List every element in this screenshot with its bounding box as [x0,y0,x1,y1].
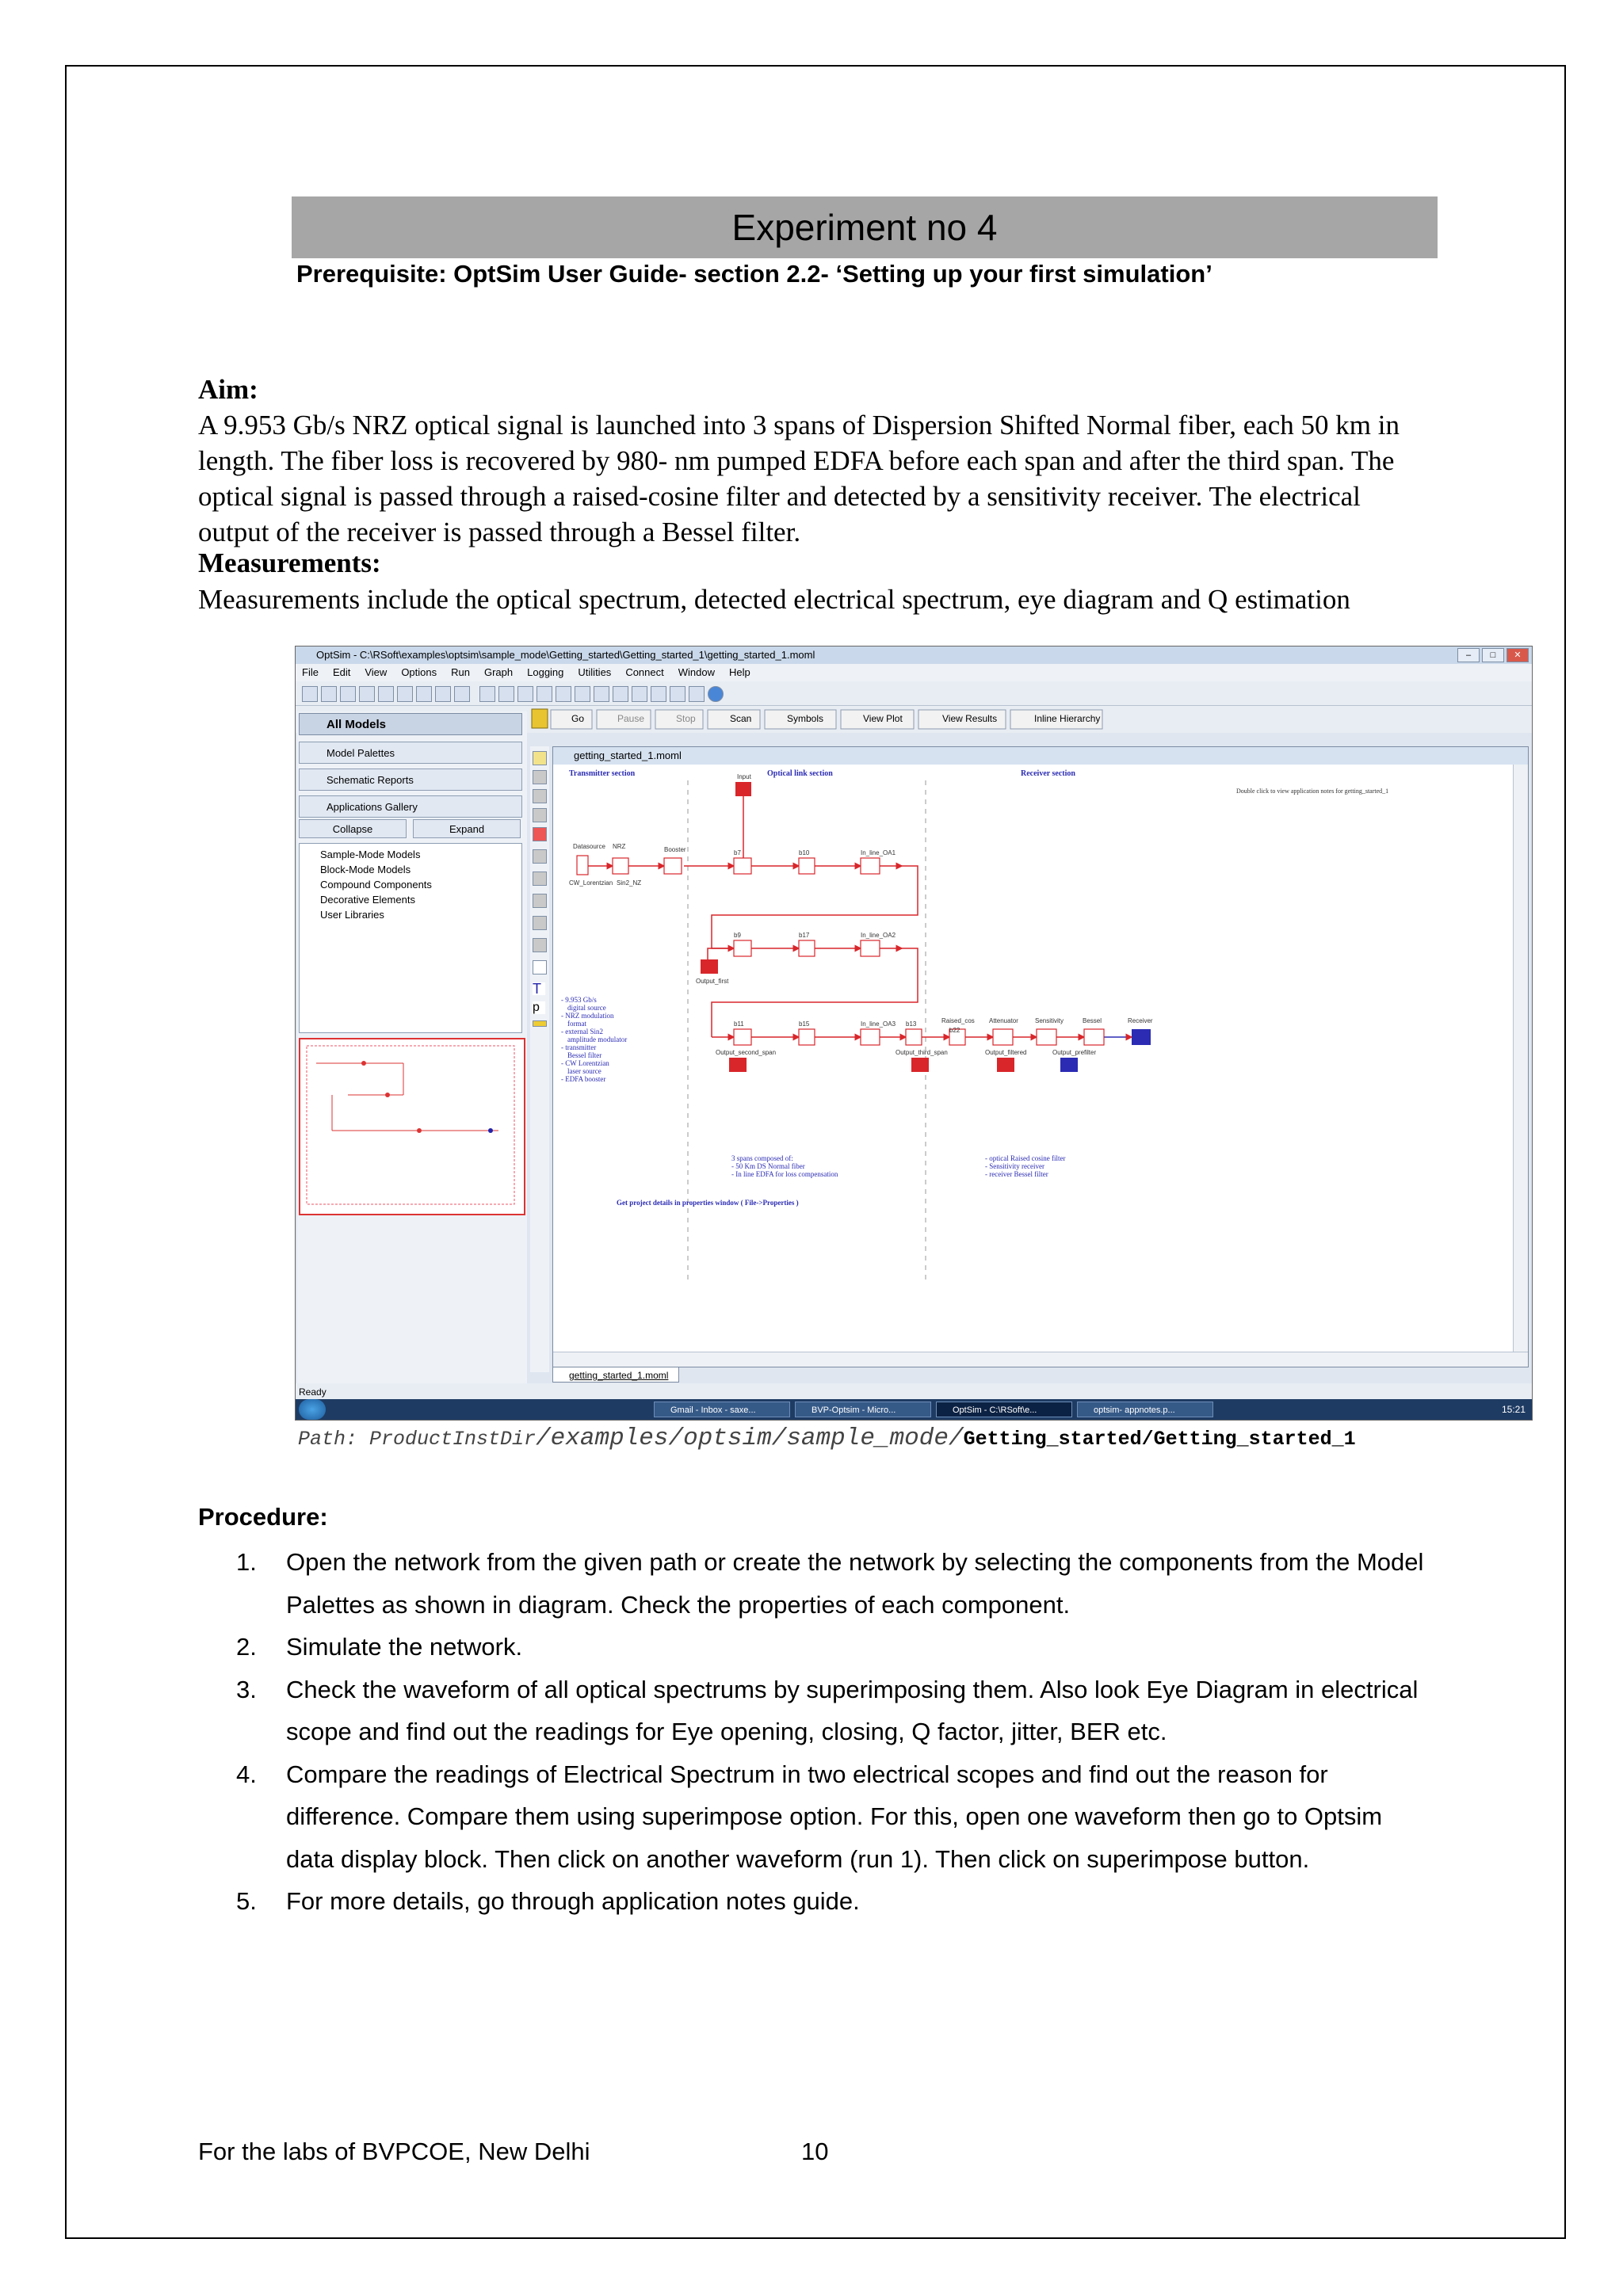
label-b17: b17 [799,932,810,939]
procedure-item [198,1753,1434,1881]
label-raised-cos: Raised_cos [941,1017,975,1024]
procedure-text: Simulate the network. [286,1633,523,1661]
grid-icon[interactable] [575,686,590,702]
port-tool-icon[interactable] [533,808,547,822]
arc-tool-icon[interactable] [533,938,547,952]
task-pdf[interactable]: optsim- appnotes.p... [1077,1402,1213,1417]
symbols-button[interactable]: Symbols [787,713,824,724]
text-tool-icon[interactable]: T [533,982,545,995]
redo-icon[interactable] [397,686,413,702]
label-bessel: Bessel [1083,1017,1102,1024]
menu-bar [296,664,1532,681]
minimize-icon[interactable]: – [1457,648,1480,662]
taskbar-clock: 15:21 [1501,1404,1526,1415]
select-tool-icon[interactable] [533,751,547,765]
chart-icon[interactable] [632,686,647,702]
tx-note-8: Bessel filter [567,1051,602,1059]
label-b9: b9 [734,932,741,939]
example-path [298,1425,1356,1452]
applications-gallery-button[interactable]: Applications Gallery [299,795,522,818]
tree-item-sample-mode[interactable]: Sample-Mode Models [320,849,421,860]
save-icon[interactable] [340,686,356,702]
menu-logging[interactable]: Logging [527,666,564,678]
zoom-out-icon[interactable] [517,686,533,702]
procedure-text: Check the waveform of all optical spectrums by superimposing them. Also look Eye Diagram in electrical scope and find out the readings for Eye opening, closing, Q factor, jitter, BER etc. [286,1675,1419,1745]
schematic-title: getting_started_1.moml [553,747,1528,765]
menu-connect[interactable]: Connect [625,666,664,678]
label-tool-icon[interactable] [533,1020,547,1027]
procedure-text: For more details, go through application notes guide. [286,1887,860,1915]
procedure-number: 4. [236,1760,257,1788]
procedure-item [198,1626,1434,1669]
view-plot-button[interactable]: View Plot [863,713,903,724]
menu-view[interactable]: View [365,666,388,678]
menu-file[interactable]: File [302,666,319,678]
task-optsim[interactable]: OptSim - C:\RSoft\e... [936,1402,1072,1417]
label-b11: b11 [734,1020,744,1028]
label-output-second: Output_second_span [716,1049,777,1056]
link-note-3: - In line EDFA for loss compensation [731,1170,838,1178]
image-tool-icon[interactable] [533,960,547,974]
tree-item-user-libraries[interactable]: User Libraries [320,909,384,921]
windows-taskbar [296,1399,1532,1420]
new-file-icon[interactable] [302,686,318,702]
help-icon[interactable] [708,686,724,702]
zoom-in-icon[interactable] [498,686,514,702]
optsim-screenshot [295,646,1533,1421]
rx-note-3: - receiver Bessel filter [985,1170,1048,1178]
view-results-button[interactable]: View Results [942,713,998,724]
label-inline-oa1: In_line_OA1 [861,849,896,856]
start-orb-icon[interactable] [299,1399,326,1420]
label-sin2: Sin2_NZ [617,879,642,887]
label-output-filtered: Output_filtered [985,1049,1027,1056]
label-b7: b7 [734,849,741,856]
vertical-scrollbar[interactable] [1513,765,1528,1352]
schematic-canvas[interactable] [553,765,1512,1351]
properties-icon[interactable] [594,686,609,702]
path-prefix: Path: ProductInstDir [298,1428,537,1451]
label-inline-oa2: In_line_OA2 [861,932,896,939]
ellipse-tool-icon[interactable] [533,894,547,908]
procedure-number: 1. [236,1548,257,1576]
procedure-text: Compare the readings of Electrical Spectrum in two electrical scopes and find out the reason for difference. Compare them using superimpose option. For this, open one waveform then go to Optsim data display block. Then click on another waveform (run 1). Then click on superimpose button. [286,1760,1383,1873]
window-title: OptSim - C:\RSoft\examples\optsim\sample_mode\Getting_started\Getting_started_1\getting_started_1.moml [316,649,815,661]
tx-note-6: amplitude modulator [567,1035,628,1043]
component-tool-icon[interactable] [533,827,547,841]
shape-tool-icon[interactable] [533,849,547,864]
paste-icon[interactable] [454,686,470,702]
label-b15: b15 [799,1020,810,1028]
tree-item-decorative[interactable]: Decorative Elements [320,894,415,906]
menu-options[interactable]: Options [401,666,437,678]
rect-tool-icon[interactable] [533,871,547,886]
copy-icon[interactable] [435,686,451,702]
tx-note-4: format [567,1020,586,1028]
aim-heading: Aim: [198,374,258,405]
go-button[interactable]: Go [571,713,585,724]
menu-window[interactable]: Window [678,666,715,678]
menu-edit[interactable]: Edit [332,666,351,678]
print-icon[interactable] [359,686,375,702]
maximize-icon[interactable]: □ [1482,648,1504,662]
panner-thumbnail[interactable] [299,1038,525,1215]
tx-note-5: - external Sin2 [561,1028,603,1035]
arrow-icon[interactable] [689,686,705,702]
label-output-third: Output_third_span [896,1049,948,1056]
scan-button[interactable]: Scan [730,713,752,724]
document-tab[interactable]: getting_started_1.moml [552,1367,679,1383]
drawing-palette [530,746,549,1372]
expand-button[interactable]: Expand [413,819,521,838]
procedure-text: Open the network from the given path or create the network by selecting the components from the Model Palettes as shown in diagram. Check the properties of each component. [286,1548,1424,1619]
all-models-header[interactable]: All Models [299,713,522,735]
schematic-window [552,746,1529,1367]
page-number: 10 [801,2138,829,2165]
task-word[interactable]: BVP-Optsim - Micro... [795,1402,931,1417]
window-titlebar [296,646,1532,664]
prerequisite: Prerequisite: OptSim User Guide- section 2.2- ‘Setting up your first simulation’ [296,260,1212,288]
label-output-first: Output_first [696,978,729,985]
label-output-prefilter: Output_prefilter [1052,1049,1097,1056]
zoom-icon[interactable] [479,686,495,702]
label-attenuator: Attenuator [989,1017,1018,1024]
tx-note-1: - 9.953 Gb/s [561,996,597,1004]
inline-hierarchy-button[interactable]: Inline Hierarchy [1034,713,1101,724]
procedure-number: 5. [236,1887,257,1915]
rx-note-2: - Sensitivity receiver [985,1162,1044,1170]
path-bold: Getting_started/Getting_started_1 [963,1428,1356,1451]
label-inline-oa3: In_line_OA3 [861,1020,896,1028]
label-receiver: Receiver [1128,1017,1153,1024]
report-icon[interactable] [613,686,628,702]
footer-text: For the labs of BVPCOE, New Delhi [198,2138,590,2165]
task-gmail[interactable]: Gmail - Inbox - saxe... [654,1402,790,1417]
run-sidebar-toggle-icon[interactable] [532,709,548,728]
collapse-button[interactable]: Collapse [299,819,407,838]
menu-utilities[interactable]: Utilities [578,666,612,678]
menu-graph[interactable]: Graph [483,666,514,678]
project-note: Get project details in properties window ( File->Properties ) [617,1199,799,1207]
menu-help[interactable]: Help [728,666,750,678]
procedure-number: 2. [236,1633,257,1661]
rx-note-1: - optical Raised cosine filter [985,1154,1066,1162]
thumbnail-graphic [300,1039,521,1211]
procedure-list [198,1541,1434,1923]
zoom-fit-icon[interactable] [537,686,552,702]
label-booster: Booster [664,846,686,853]
measurements-text: Measurements include the optical spectrum, detected electrical spectrum, eye diagram and Q estimation [198,584,1350,615]
model-palettes-button[interactable]: Model Palettes [299,742,522,764]
horizontal-scrollbar[interactable] [553,1352,1528,1367]
section-optical-link: Optical link section [767,769,833,778]
procedure-item [198,1669,1434,1753]
line-tool-icon[interactable] [533,916,547,930]
label-input: Input [737,773,751,780]
tree-item-compound[interactable]: Compound Components [320,879,432,891]
undo-icon[interactable] [378,686,394,702]
label-sensitivity: Sensitivity [1035,1017,1064,1024]
label-datasource: Datasource [573,843,605,850]
layout-icon[interactable] [556,686,571,702]
debug-icon[interactable] [651,686,666,702]
experiment-title: Experiment no 4 [292,196,1438,258]
label-nrz: NRZ [613,843,626,850]
section-transmitter: Transmitter section [569,769,636,778]
settings-icon[interactable] [670,686,685,702]
label-b22: b22 [949,1027,960,1034]
label-b10: b10 [799,849,810,856]
path-middle: /examples/optsim/sample_mode/ [536,1425,964,1452]
tx-note-10: laser source [567,1067,601,1075]
procedure-item [198,1880,1434,1923]
tx-note-3: - NRZ modulation [561,1012,614,1020]
node-tool-icon[interactable] [533,770,547,784]
open-icon[interactable] [321,686,337,702]
section-receiver: Receiver section [1021,769,1075,778]
status-bar [296,1383,1532,1401]
measurements-heading: Measurements: [198,547,381,578]
paragraph-tool-icon[interactable]: p [533,1001,545,1014]
pause-button[interactable]: Pause [617,713,645,724]
diamond-tool-icon[interactable] [533,789,547,803]
link-note-2: - 50 Km DS Normal fiber [731,1162,805,1170]
tx-note-7: - transmitter [561,1043,597,1051]
procedure-item [198,1541,1434,1626]
tx-note-9: - CW Lorentzian [561,1059,609,1067]
procedure-number: 3. [236,1675,257,1703]
appnote-hint: Double click to view application notes for getting_started_1 [1236,788,1389,795]
aim-text: A 9.953 Gb/s NRZ optical signal is launched into 3 spans of Dispersion Shifted Normal fiber, each 50 km in length. The fiber loss is recovered by 980- nm pumped EDFA before each span and after the third span. The optical signal is passed through a raised-cosine filter and detected by a sensitivity receiver. The electrical output of the receiver is passed through a Bessel filter. [198,410,1400,547]
close-icon[interactable]: ✕ [1507,648,1529,662]
label-b13: b13 [906,1020,917,1028]
main-toolbar [296,681,1532,706]
procedure-heading: Procedure: [198,1503,328,1531]
tx-note-11: - EDFA booster [561,1075,606,1083]
schematic-reports-button[interactable]: Schematic Reports [299,769,522,791]
stop-button[interactable]: Stop [676,713,696,724]
link-note-1: 3 spans composed of: [731,1154,793,1162]
status-text: Ready [299,1386,327,1398]
model-tree [299,843,522,1033]
menu-run[interactable]: Run [451,666,470,678]
model-browser [297,711,527,1417]
tx-note-2: digital source [567,1004,606,1012]
label-cw-lorentzian: CW_Lorentzian [569,879,613,887]
cut-icon[interactable] [416,686,432,702]
tree-item-block-mode[interactable]: Block-Mode Models [320,864,411,875]
